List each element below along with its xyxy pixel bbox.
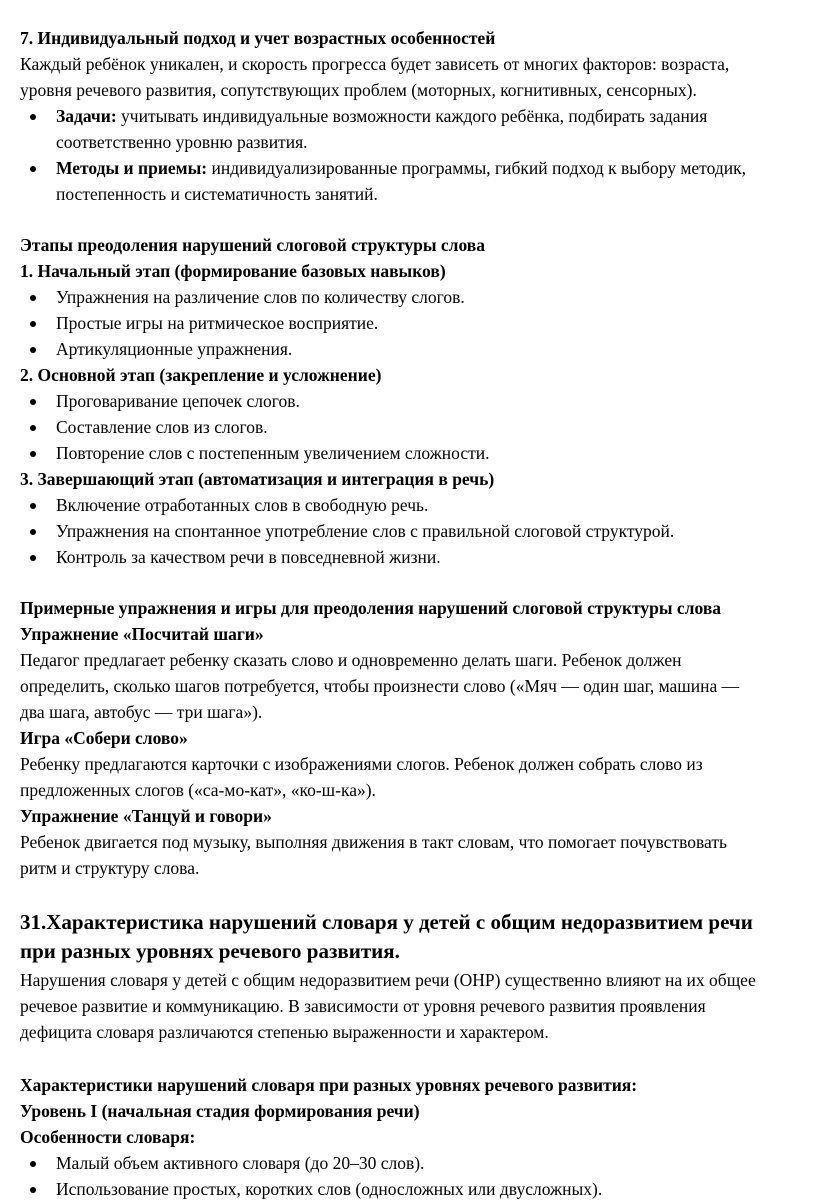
paragraph-line: Ребенку предлагаются карточки с изображениями слогов. Ребенок должен собрать слово из bbox=[20, 754, 703, 774]
level-1-title: Уровень I (начальная стадия формирования речи) bbox=[20, 1101, 420, 1121]
bullet-icon bbox=[30, 529, 36, 535]
bullet-icon bbox=[30, 503, 36, 509]
list-item-text: Составление слов из слогов. bbox=[56, 417, 268, 437]
list-item-continuation: постепенность и систематичность занятий. bbox=[56, 184, 378, 204]
bullet-icon bbox=[30, 451, 36, 457]
list-item bbox=[56, 441, 808, 465]
section-7-title: 7. Индивидуальный подход и учет возрастных особенностей bbox=[20, 28, 496, 48]
list-item bbox=[56, 389, 808, 413]
stage-3-title: 3. Завершающий этап (автоматизация и интеграция в речь) bbox=[20, 469, 495, 489]
list-item bbox=[56, 311, 808, 335]
list-item bbox=[56, 1151, 808, 1175]
paragraph-line: речевое развитие и коммуникацию. В зависимости от уровня речевого развития проявления bbox=[20, 996, 706, 1016]
bullet-icon bbox=[30, 321, 36, 327]
bullet-icon bbox=[30, 114, 36, 120]
list-item bbox=[56, 156, 808, 180]
list-item bbox=[56, 104, 808, 128]
exercises-heading: Примерные упражнения и игры для преодоления нарушений слоговой структуры слова bbox=[20, 598, 722, 618]
bullet-icon bbox=[30, 1187, 36, 1193]
list-item-text: Проговаривание цепочек слогов. bbox=[56, 391, 300, 411]
list-item bbox=[56, 545, 808, 569]
paragraph-line: Нарушения словаря у детей с общим недоразвитием речи (ОНР) существенно влияют на их общее bbox=[20, 970, 756, 990]
paragraph-line: предложенных слогов («са-мо-кат», «ко-ш-ка»). bbox=[20, 780, 376, 800]
stage-2-title: 2. Основной этап (закрепление и усложнение) bbox=[20, 365, 382, 385]
bullet-icon bbox=[30, 166, 36, 172]
list-item-continuation: соответственно уровню развития. bbox=[56, 132, 308, 152]
characteristics-heading: Характеристики нарушений словаря при разных уровнях речевого развития: bbox=[20, 1075, 638, 1095]
list-item-text: Включение отработанных слов в свободную речь. bbox=[56, 495, 429, 515]
list-item-text: Простые игры на ритмическое восприятие. bbox=[56, 313, 379, 333]
list-item bbox=[56, 337, 808, 361]
list-item-text: Контроль за качеством речи в повседневной жизни. bbox=[56, 547, 441, 567]
list-item-text: Использование простых, коротких слов (односложных или двусложных). bbox=[56, 1179, 603, 1199]
methods-text: индивидуализированные программы, гибкий подход к выбору методик, bbox=[207, 158, 746, 178]
bullet-icon bbox=[30, 1161, 36, 1167]
bullet-icon bbox=[30, 399, 36, 405]
exercise-3-title: Упражнение «Танцуй и говори» bbox=[20, 806, 272, 826]
bullet-icon bbox=[30, 425, 36, 431]
paragraph-line: два шага, автобус — три шага»). bbox=[20, 702, 263, 722]
bullet-icon bbox=[30, 295, 36, 301]
paragraph-line: уровня речевого развития, сопутствующих проблем (моторных, когнитивных, сенсорных). bbox=[20, 80, 697, 100]
list-item bbox=[56, 519, 808, 543]
list-item-text: Упражнения на различение слов по количеству слогов. bbox=[56, 287, 465, 307]
paragraph-line: дефицита словаря различаются степенью выраженности и характером. bbox=[20, 1022, 549, 1042]
list-item-text: Малый объем активного словаря (до 20–30 слов). bbox=[56, 1153, 425, 1173]
list-item bbox=[56, 415, 808, 439]
section-31-title-cont: при разных уровнях речевого развития. bbox=[20, 939, 400, 963]
methods-label: Методы и приемы: bbox=[56, 158, 208, 178]
paragraph-line: Каждый ребёнок уникален, и скорость прогресса будет зависеть от многих факторов: возраста, bbox=[20, 54, 730, 74]
bullet-icon bbox=[30, 555, 36, 561]
exercise-1-title: Упражнение «Посчитай шаги» bbox=[20, 624, 264, 644]
paragraph-line: определить, сколько шагов потребуется, чтобы произнести слово («Мяч — один шаг, машина — bbox=[20, 676, 740, 696]
list-item bbox=[56, 285, 808, 309]
paragraph-line: Ребенок двигается под музыку, выполняя движения в такт словам, что помогает почувствовать bbox=[20, 832, 727, 852]
paragraph-line: ритм и структуру слова. bbox=[20, 858, 200, 878]
tasks-label: Задачи: bbox=[56, 106, 117, 126]
stages-heading: Этапы преодоления нарушений слоговой структуры слова bbox=[20, 235, 485, 255]
exercise-2-title: Игра «Собери слово» bbox=[20, 728, 188, 748]
section-31-title: 31.Характеристика нарушений словаря у детей с общим недоразвитием речи bbox=[20, 910, 753, 934]
list-item bbox=[56, 493, 808, 517]
list-item bbox=[56, 1177, 808, 1201]
vocab-label: Особенности словаря: bbox=[20, 1127, 196, 1147]
list-item-text: Артикуляционные упражнения. bbox=[56, 339, 293, 359]
bullet-icon bbox=[30, 347, 36, 353]
stage-1-title: 1. Начальный этап (формирование базовых навыков) bbox=[20, 261, 446, 281]
paragraph-line: Педагог предлагает ребенку сказать слово и одновременно делать шаги. Ребенок должен bbox=[20, 650, 682, 670]
tasks-text: учитывать индивидуальные возможности каждого ребёнка, подбирать задания bbox=[116, 106, 708, 126]
list-item-text: Повторение слов с постепенным увеличением сложности. bbox=[56, 443, 490, 463]
list-item-text: Упражнения на спонтанное употребление слов с правильной слоговой структурой. bbox=[56, 521, 675, 541]
